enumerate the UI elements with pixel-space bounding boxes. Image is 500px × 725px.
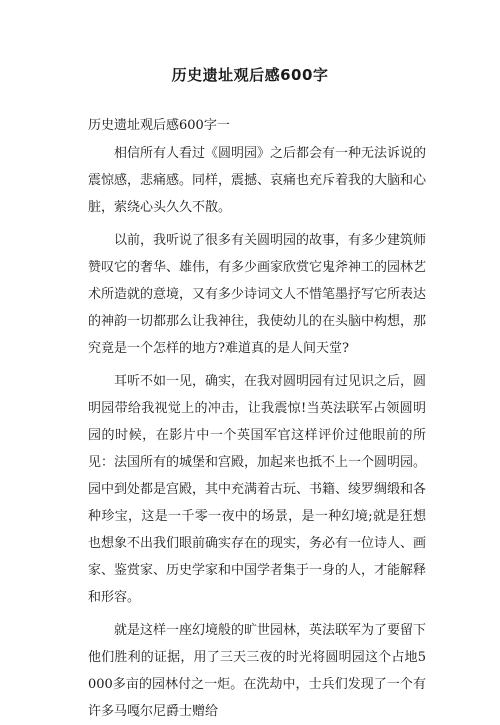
paragraph: 耳听不如一见，确实，在我对圆明园有过见识之后，圆明园带给我视觉上的冲击，让我震惊!当英法联军占领圆明园的时候，在影片中一个英国军官这样评价过他眼前的所见：法国所有的城堡和宫殿，加起来也抵不上一个圆明园。园中到处都是宫殿，其中充满着古玩、书籍、绫罗绸缎和各种珍宝，这是一千零一夜中的场景，是一种幻境;就是狂想也想象不出我们眼前确实存在的现实，务必有一位诗人、画家、鉴赏家、历史学家和中国学者集于一身的人，才能解释和形容。 [88, 374, 427, 605]
paragraph: 相信所有人看过《圆明园》之后都会有一种无法诉说的震惊感，悲痛感。同样，震撼、哀痛也充斥着我的大脑和心脏，萦绕心头久久不散。 [88, 146, 427, 215]
document-title: 历史遗址观后感600字 [171, 66, 329, 84]
document-body [88, 140, 426, 725]
paragraph: 以前，我听说了很多有关圆明园的故事，有多少建筑师赞叹它的奢华、雄伟，有多少画家欣赏它鬼斧神工的园林艺术所造就的意境，又有多少诗词文人不惜笔墨抒写它所表达的神韵一切都那么让我神往，我使幼儿的在头脑中构想，那究竟是一个怎样的地方?难道真的是人间天堂? [88, 233, 427, 356]
paragraph: 就是这样一座幻境般的旷世园林，英法联军为了要留下他们胜利的证据，用了三天三夜的时光将圆明园这个占地5000多亩的园林付之一炬。在洗劫中，士兵们发现了一个有许多马嘎尔尼爵士赠给 [88, 623, 427, 719]
document-subheading: 历史遗址观后感600字一 [88, 118, 230, 133]
